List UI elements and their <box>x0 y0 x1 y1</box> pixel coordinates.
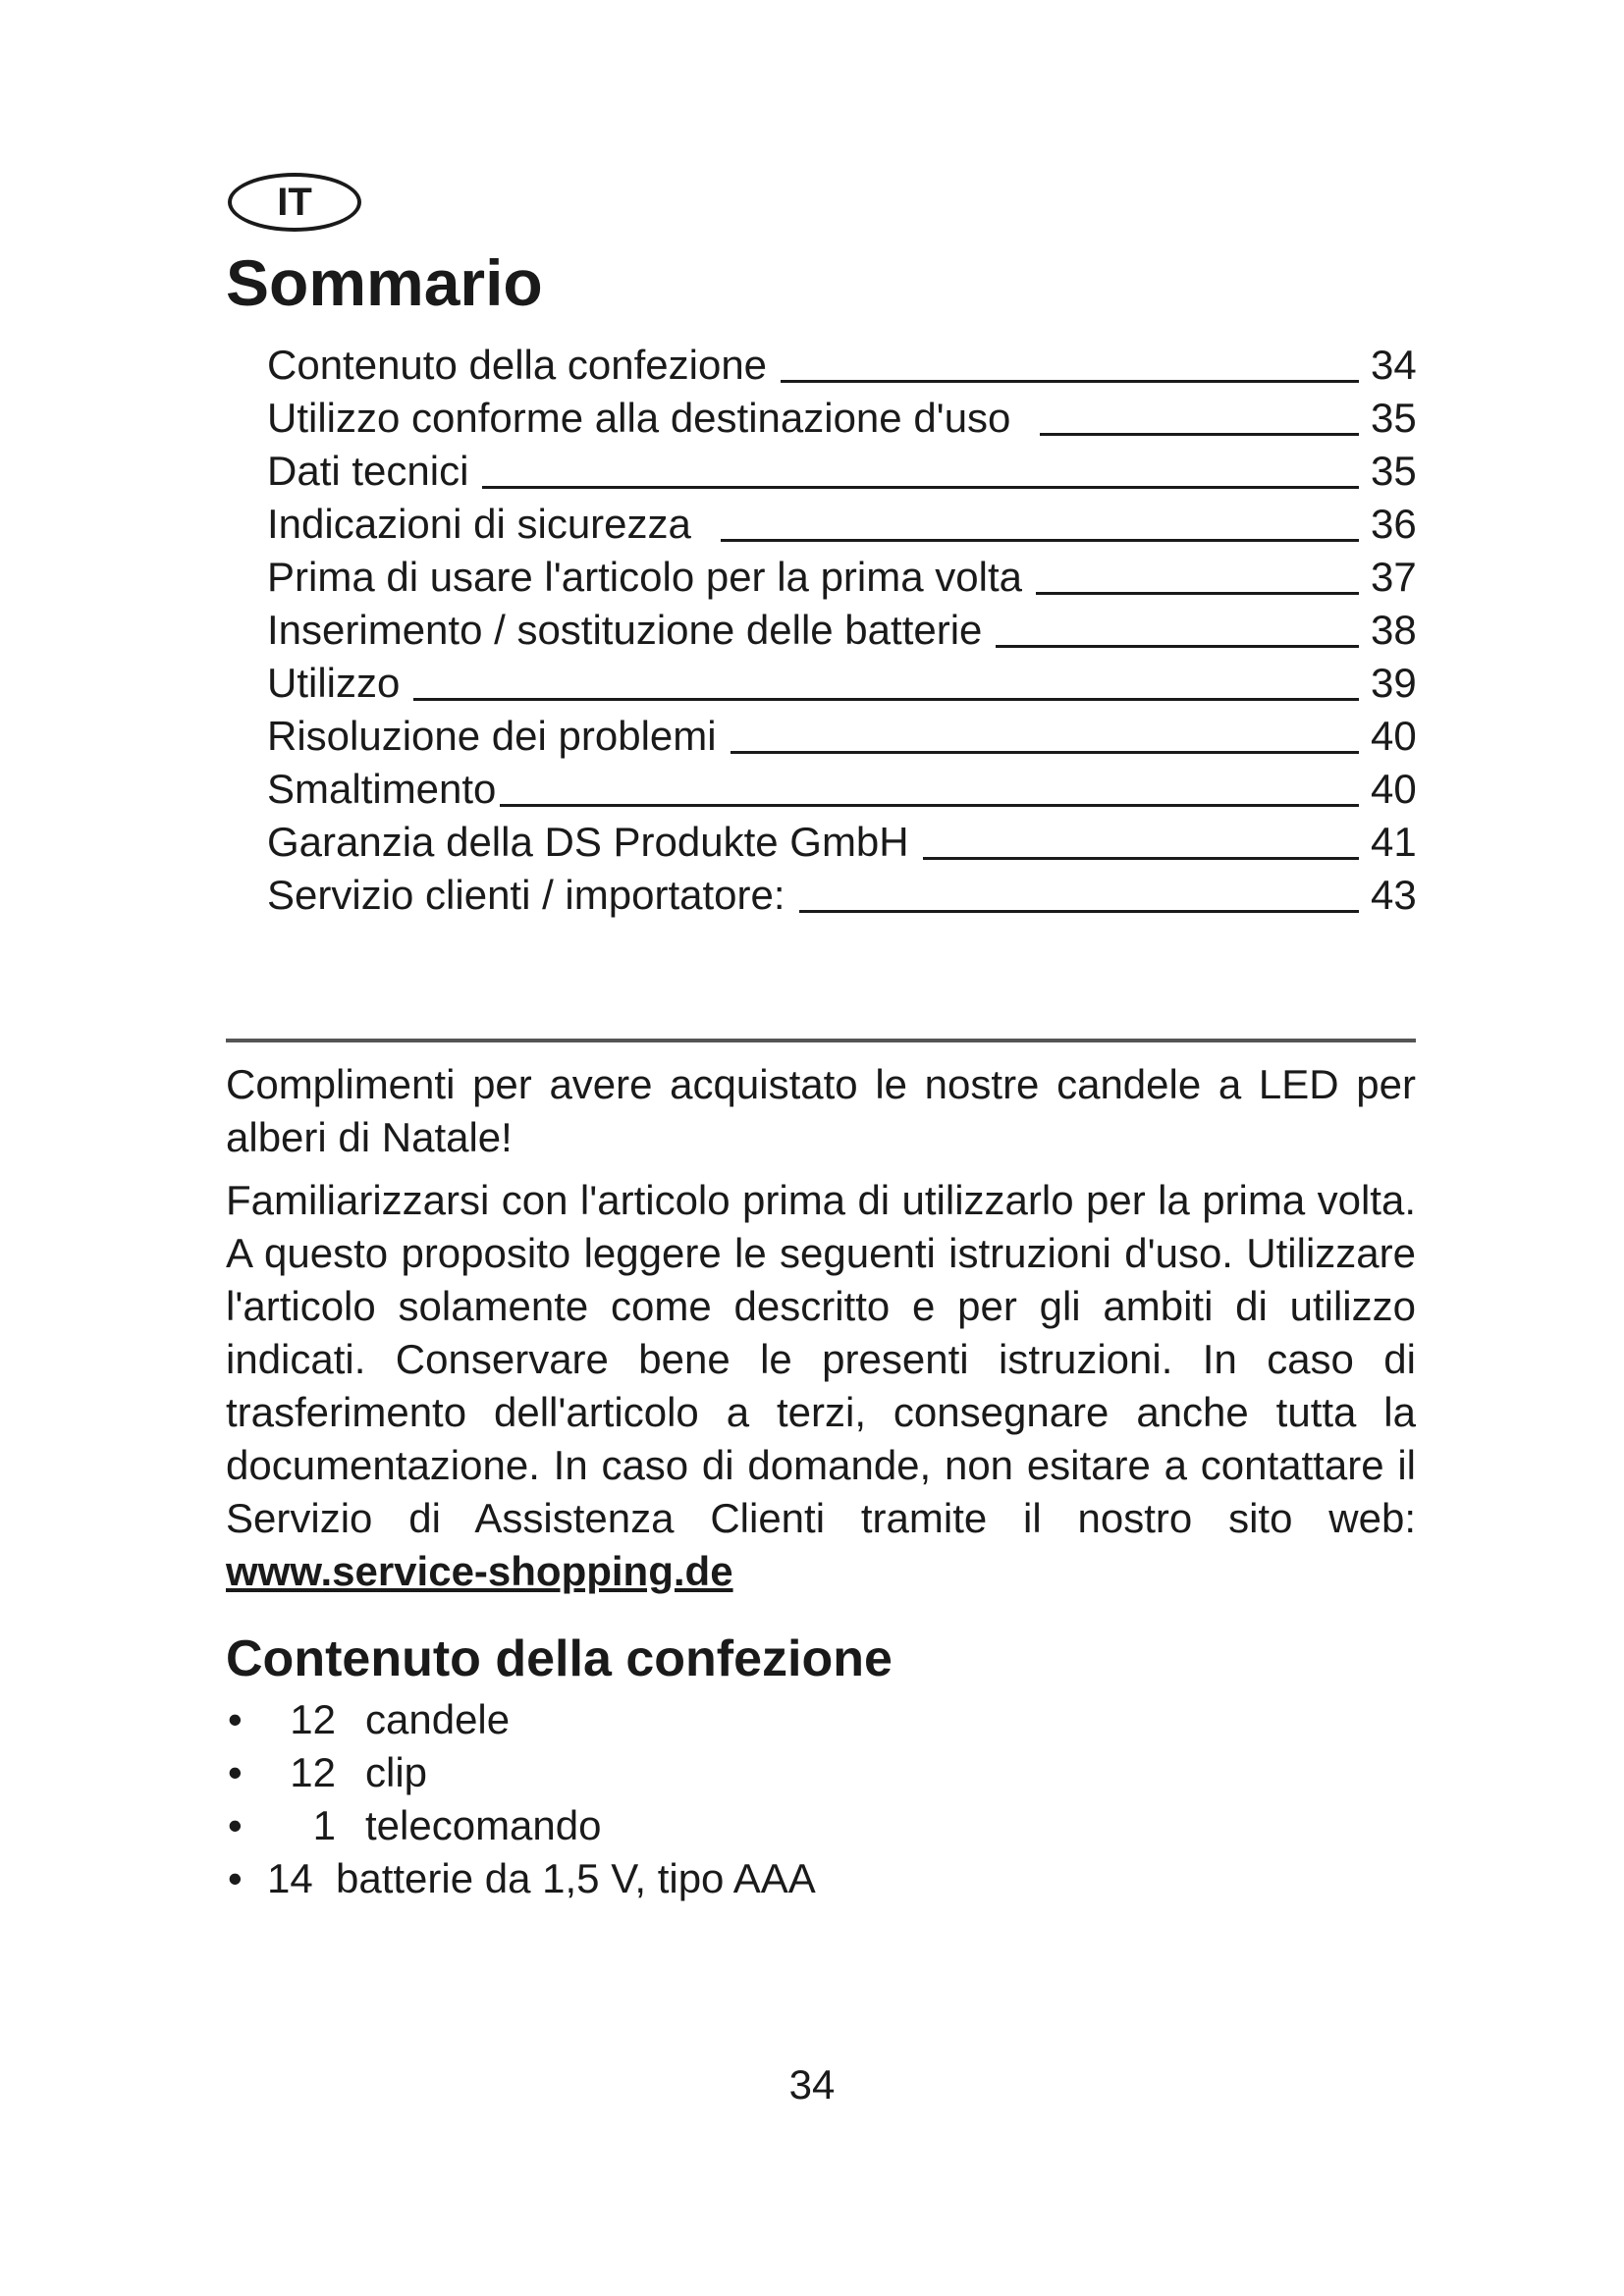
toc-entry[interactable] <box>267 760 1426 813</box>
item-text: batterie da 1,5 V, tipo AAA <box>336 1855 816 1901</box>
item-quantity: 12 <box>290 1696 336 1742</box>
toc-leader-line <box>781 380 1359 383</box>
toc-entry-page: 36 <box>1371 501 1417 547</box>
toc-entry-page: 38 <box>1371 607 1417 653</box>
toc-leader-line <box>1036 592 1359 595</box>
toc-entry-label: Prima di usare l'articolo per la prima volta <box>267 554 1022 600</box>
toc-leader-line <box>1040 433 1359 436</box>
service-website-link[interactable]: www.service-shopping.de <box>226 1548 733 1594</box>
toc-entry[interactable] <box>267 336 1426 389</box>
section-divider <box>226 1039 1416 1042</box>
toc-entry-page: 41 <box>1371 819 1417 865</box>
toc-entry[interactable] <box>267 866 1426 919</box>
toc-entry[interactable] <box>267 707 1426 760</box>
toc-leader-line <box>799 910 1359 913</box>
toc-entry-label: Contenuto della confezione <box>267 342 768 388</box>
bullet-icon: • <box>228 1855 243 1901</box>
item-text: clip <box>365 1749 428 1795</box>
language-badge: IT <box>228 173 361 232</box>
toc-entry-page: 35 <box>1371 448 1417 494</box>
toc-entry[interactable] <box>267 442 1426 495</box>
page-number: 34 <box>788 2061 836 2108</box>
section-title-contents: Contenuto della confezione <box>226 1630 893 1687</box>
toc-entry-label: Smaltimento <box>267 766 497 812</box>
toc-entry-page: 35 <box>1371 395 1417 441</box>
list-item <box>228 1799 1210 1852</box>
toc-leader-line <box>923 857 1359 860</box>
toc-leader-line <box>996 645 1359 648</box>
toc-entry[interactable] <box>267 548 1426 601</box>
toc-entry-page: 39 <box>1371 660 1417 706</box>
toc-entry[interactable] <box>267 389 1426 442</box>
toc-entry[interactable] <box>267 495 1426 548</box>
toc-entry[interactable] <box>267 601 1426 654</box>
toc-entry-label: Dati tecnici <box>267 448 469 494</box>
page-title: Sommario <box>226 246 543 319</box>
intro-paragraph: Complimenti per avere acquistato le nostre candele a LED per alberi di Natale! <box>226 1061 1416 1160</box>
item-quantity: 12 <box>290 1749 336 1795</box>
item-text: telecomando <box>365 1802 602 1848</box>
item-quantity: 14 <box>267 1855 313 1901</box>
toc-leader-line <box>482 486 1359 489</box>
toc-entry-label: Utilizzo <box>267 660 401 706</box>
toc-entry-label: Utilizzo conforme alla destinazione d'uso <box>267 395 1011 441</box>
table-of-contents <box>267 336 1426 919</box>
list-item <box>228 1693 1210 1746</box>
bullet-icon: • <box>228 1802 243 1848</box>
toc-entry-label: Servizio clienti / importatore: <box>267 872 785 918</box>
toc-leader-line <box>731 751 1359 754</box>
toc-entry[interactable] <box>267 654 1426 707</box>
instructions-paragraph <box>226 1174 1416 1598</box>
package-contents-list <box>228 1693 1210 1905</box>
toc-entry-page: 43 <box>1371 872 1417 918</box>
toc-entry-page: 40 <box>1371 766 1417 812</box>
toc-entry[interactable] <box>267 813 1426 866</box>
item-quantity: 1 <box>312 1802 336 1848</box>
toc-entry-label: Indicazioni di sicurezza <box>267 501 691 547</box>
list-item <box>228 1852 1210 1905</box>
toc-entry-label: Garanzia della DS Produkte GmbH <box>267 819 909 865</box>
list-item <box>228 1746 1210 1799</box>
toc-leader-line <box>413 698 1359 701</box>
toc-entry-page: 40 <box>1371 713 1417 759</box>
toc-leader-line <box>721 539 1359 542</box>
toc-entry-page: 37 <box>1371 554 1417 600</box>
bullet-icon: • <box>228 1749 243 1795</box>
item-text: candele <box>365 1696 511 1742</box>
toc-entry-page: 34 <box>1371 342 1417 388</box>
toc-entry-label: Risoluzione dei problemi <box>267 713 717 759</box>
toc-entry-label: Inserimento / sostituzione delle batterie <box>267 607 983 653</box>
toc-leader-line <box>500 804 1359 807</box>
instructions-text: Familiarizzarsi con l'articolo prima di utilizzarlo per la prima volta. A questo proposito leggere le seguenti istruzioni d'uso. Utilizzare l'articolo solamente come descritto e per gli ambiti di utilizzo indicati. Conservare bene le presenti istruzioni. In caso di trasferimento dell'articolo a terzi, consegnare anche tutta la documentazione. In caso di domande, non esitare a contattare il Servizio di Assistenza Clienti tramite il nostro sito web: <box>226 1177 1416 1541</box>
bullet-icon: • <box>228 1696 243 1742</box>
